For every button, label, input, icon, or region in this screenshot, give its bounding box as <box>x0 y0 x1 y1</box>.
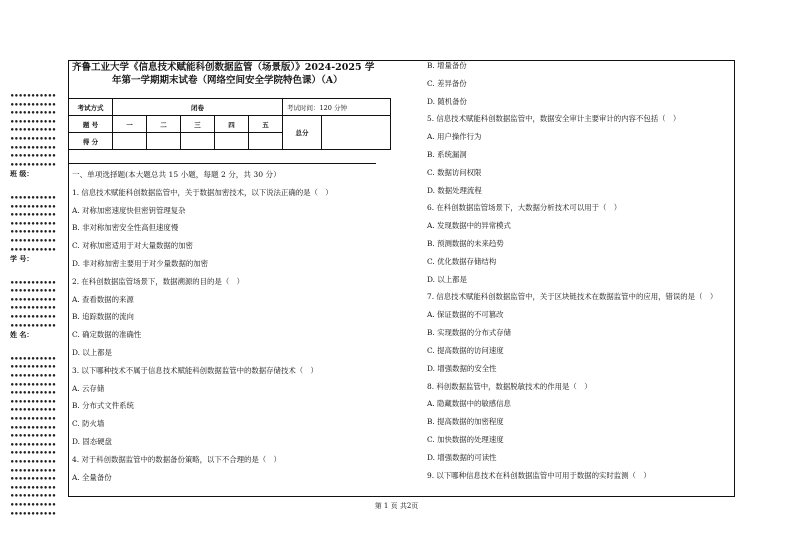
answer-option: D. 数据处理流程 <box>427 185 482 195</box>
answer-option: B. 实现数据的分布式存储 <box>427 328 512 338</box>
binding-dotted-line: ••••••••••• <box>10 151 56 161</box>
question-stem: 3. 以下哪种技术不属于信息技术赋能科创数据监管中的数据存储技术（ ） <box>72 365 318 375</box>
binding-dotted-line: ••••••••••• <box>10 218 56 228</box>
binding-dotted-line: ••••••••••• <box>10 108 56 118</box>
answer-option: D. 以上都是 <box>427 274 467 284</box>
question-stem: 4. 对于科创数据监管中的数据备份策略，以下不合理的是（ ） <box>72 454 281 464</box>
binding-dotted-line: ••••••••••• <box>10 353 56 363</box>
answer-option: B. 追踪数据的流向 <box>72 312 134 322</box>
binding-dotted-line: ••••••••••• <box>10 125 56 135</box>
binding-id-label: 学 号： <box>10 254 34 264</box>
answer-option: C. 加快数据的处理速度 <box>427 434 504 444</box>
answer-option: C. 差异备份 <box>427 78 467 88</box>
binding-dotted-line: ••••••••••• <box>10 431 56 441</box>
answer-option: D. 增强数据的安全性 <box>427 363 497 373</box>
total-label: 总分 <box>283 116 322 150</box>
answer-option: A. 隐藏数据中的敏感信息 <box>427 399 511 409</box>
binding-dotted-line: ••••••••••• <box>10 227 56 237</box>
binding-dotted-line: ••••••••••• <box>10 159 56 169</box>
binding-dotted-line: ••••••••••• <box>10 201 56 211</box>
section-heading: 一、单项选择题(本大题总共 15 小题，每题 2 分，共 30 分） <box>72 170 281 179</box>
left-column <box>72 166 402 486</box>
score-cell-2 <box>147 133 181 150</box>
binding-dotted-line: ••••••••••• <box>10 312 56 322</box>
question-number-row <box>69 116 391 133</box>
score-cell-3 <box>181 133 215 150</box>
answer-option: B. 非对称加密安全性高但速度慢 <box>72 223 179 233</box>
binding-margin <box>10 92 60 518</box>
answer-option: C. 对称加密适用于对大量数据的加密 <box>72 241 193 251</box>
answer-option: D. 固态硬盘 <box>72 436 112 446</box>
binding-dotted-line: ••••••••••• <box>10 388 56 398</box>
exam-info-row <box>69 99 391 116</box>
score-cell-1 <box>113 133 147 150</box>
binding-dotted-line: ••••••••••• <box>10 508 56 518</box>
page-footer: 第 1 页 共2页 <box>374 502 419 510</box>
exam-title <box>72 62 402 87</box>
answer-option: B. 增量备份 <box>427 61 467 70</box>
binding-dotted-line: ••••••••••• <box>10 465 56 475</box>
binding-dotted-line: ••••••••••• <box>10 405 56 415</box>
title-line-2: 年第一学期期末试卷（网络空间安全学院特色课）（A） <box>112 74 343 86</box>
answer-option: B. 系统漏洞 <box>427 149 467 159</box>
answer-option: D. 增强数据的可读性 <box>427 452 497 462</box>
question-stem: 9. 以下哪种信息技术在科创数据监管中可用于数据的实时监测（ ） <box>427 470 651 480</box>
answer-option: D. 随机备份 <box>427 96 467 106</box>
question-stem: 5. 信息技术赋能科创数据监管中，数据安全审计主要审计的内容不包括（ ） <box>427 114 681 124</box>
question-stem: 1. 信息技术赋能科创数据监管中，关于数据加密技术，以下说法正确的是（ ） <box>72 187 333 197</box>
binding-dotted-line: ••••••••••• <box>10 192 56 202</box>
binding-dotted-line: ••••••••••• <box>10 133 56 143</box>
binding-dotted-line: ••••••••••• <box>10 91 56 100</box>
answer-option: A. 云存储 <box>72 383 105 393</box>
exam-time: 考试时间：120 分钟 <box>283 99 391 116</box>
total-score-cell <box>322 116 391 150</box>
binding-dotted-line: ••••••••••• <box>10 371 56 381</box>
question-stem: 2. 在科创数据监管场景下，数据溯源的目的是（ ） <box>72 276 244 286</box>
answer-option: B. 预测数据的未来趋势 <box>427 238 504 248</box>
section-3: 三 <box>181 116 215 133</box>
question-stem: 8. 科创数据监管中，数据脱敏技术的作用是（ ） <box>427 381 592 391</box>
score-table <box>68 98 391 150</box>
answer-option: C. 优化数据存储结构 <box>427 256 497 266</box>
binding-dotted-line: ••••••••••• <box>10 448 56 458</box>
section-2: 二 <box>147 116 181 133</box>
title-line-1: 齐鲁工业大学《信息技术赋能科创数据监管（场景版）》2024-2025 学 <box>72 62 375 73</box>
answer-option: A. 查看数据的来源 <box>72 294 134 304</box>
answer-option: A. 全量备份 <box>72 472 112 482</box>
answer-option: B. 分布式文件系统 <box>72 401 134 411</box>
section-4: 四 <box>215 116 249 133</box>
binding-dotted-line: ••••••••••• <box>10 99 56 109</box>
score-cell-5 <box>249 133 283 150</box>
binding-dotted-line: ••••••••••• <box>10 286 56 296</box>
score-cell-4 <box>215 133 249 150</box>
binding-dotted-line: ••••••••••• <box>10 303 56 313</box>
question-stem: 7. 信息技术赋能科创数据监管中，关于区块链技术在数据监管中的应用，错误的是（ ） <box>427 292 718 302</box>
answer-option: C. 数据访问权限 <box>427 167 482 177</box>
exam-mode-label: 考试方式 <box>69 99 113 116</box>
binding-dotted-line: ••••••••••• <box>10 499 56 509</box>
binding-dotted-line: ••••••••••• <box>10 491 56 501</box>
right-column <box>427 57 727 484</box>
answer-option: A. 用户操作行为 <box>427 132 482 142</box>
binding-dotted-line: ••••••••••• <box>10 294 56 304</box>
binding-dotted-line: ••••••••••• <box>10 210 56 220</box>
binding-dotted-line: ••••••••••• <box>10 439 56 449</box>
answer-option: D. 以上都是 <box>72 347 112 357</box>
binding-class-label: 班 级： <box>10 169 34 179</box>
binding-dotted-line: ••••••••••• <box>10 142 56 152</box>
binding-dotted-line: ••••••••••• <box>10 116 56 126</box>
section-5: 五 <box>249 116 283 133</box>
answer-option: B. 提高数据的加密程度 <box>427 417 504 427</box>
binding-dotted-line: ••••••••••• <box>10 362 56 372</box>
binding-dotted-line: ••••••••••• <box>10 244 56 254</box>
binding-dotted-line: ••••••••••• <box>10 396 56 406</box>
binding-dotted-line: ••••••••••• <box>10 482 56 492</box>
section-1: 一 <box>113 116 147 133</box>
question-stem: 6. 在科创数据监管场景下，大数据分析技术可以用于（ ） <box>427 203 622 213</box>
binding-dotted-line: ••••••••••• <box>10 414 56 423</box>
binding-dotted-line: ••••••••••• <box>10 422 56 432</box>
answer-option: A. 发现数据中的异常模式 <box>427 221 511 231</box>
binding-dotted-line: ••••••••••• <box>10 456 56 466</box>
binding-dotted-line: ••••••••••• <box>10 277 56 287</box>
binding-dotted-line: ••••••••••• <box>10 235 56 245</box>
binding-name-label: 姓 名： <box>10 330 34 340</box>
binding-dotted-line: ••••••••••• <box>10 320 56 330</box>
answer-option: C. 提高数据的访问速度 <box>427 345 504 355</box>
divider <box>68 163 376 164</box>
answer-option: D. 非对称加密主要用于对少量数据的加密 <box>72 258 209 268</box>
question-no-label: 题 号 <box>69 116 113 133</box>
binding-dotted-line: ••••••••••• <box>10 474 56 484</box>
answer-option: A. 对称加密速度快但密钥管理复杂 <box>72 205 186 215</box>
answer-option: A. 保证数据的不可篡改 <box>427 310 504 320</box>
answer-option: C. 确定数据的准确性 <box>72 330 142 340</box>
answer-option: C. 防火墙 <box>72 419 105 429</box>
binding-dotted-line: ••••••••••• <box>10 379 56 389</box>
score-label: 得 分 <box>69 133 113 150</box>
exam-mode-value: 闭卷 <box>113 99 283 116</box>
